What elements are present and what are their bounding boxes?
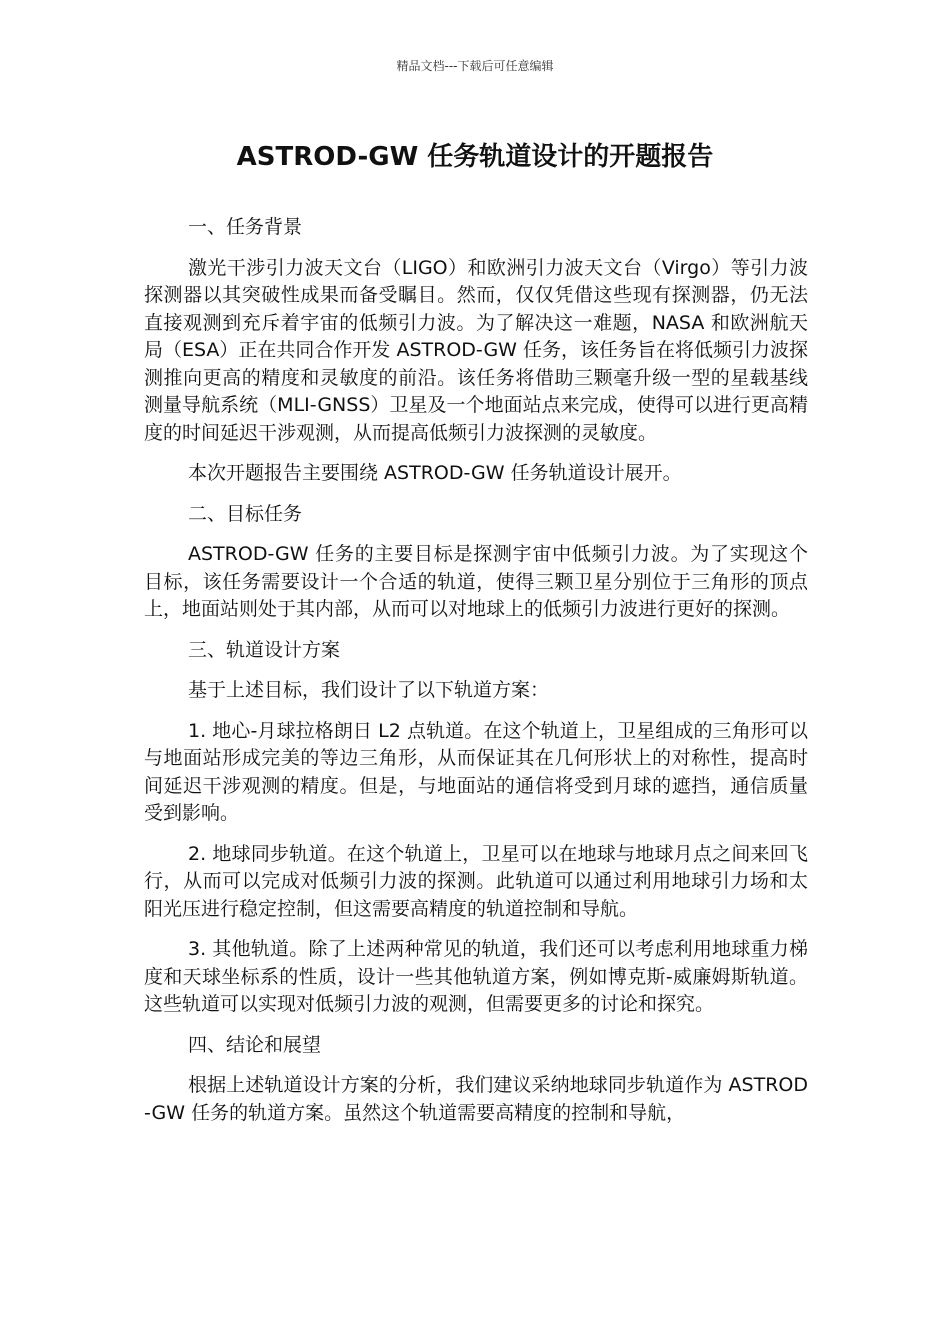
- paragraph-orbit-intro: 基于上述目标，我们设计了以下轨道方案：: [188, 679, 550, 701]
- section-heading-background: 一、任务背景: [188, 216, 303, 238]
- section-heading-conclusion: 四、结论和展望: [188, 1033, 322, 1056]
- paragraph-objectives: ASTROD-GW 任务的主要目标是探测宇宙中低频引力波。为了实现这个目标，该任务需要设计一个合适的轨道，使得三颗卫星分别位于三角形的顶点上，地面站则处于其内部，从而可以对地球上的低频引力波进行更好的探测。: [144, 543, 808, 620]
- paragraph-background: 激光干涉引力波天文台（LIGO）和欧洲引力波天文台（Virgo）等引力波探测器以其突破性成果而备受瞩目。然而，仅仅凭借这些现有探测器，仍无法直接观测到充斥着宇宙的低频引力波。为了解决这一难题，NASA 和欧洲航天局（ESA）正在共同合作开发 ASTROD-GW 任务，该任务旨在将低频引力波探测推向更高的精度和灵敏度的前沿。该任务将借助三颗毫升级一型的星载基线测量导航系统（MLI-GNSS）卫星及一个地面站点来完成，使得可以进行更高精度的时间延迟干涉观测，从而提高低频引力波探测的灵敏度。: [144, 256, 809, 444]
- section-heading-orbit-design: 三、轨道设计方案: [188, 638, 341, 661]
- paragraph-report-scope: 本次开题报告主要围绕 ASTROD-GW 任务轨道设计展开。: [188, 462, 682, 484]
- section-heading-objectives: 二、目标任务: [188, 502, 303, 525]
- header-note: 精品文档---下载后可任意编辑: [396, 59, 554, 73]
- document-body: [144, 214, 808, 1140]
- list-item-orbit-2: 2. 地球同步轨道。在这个轨道上，卫星可以在地球与地球月点之间来回飞行，从而可以完成对低频引力波的探测。此轨道可以通过利用地球引力场和太阳光压进行稳定控制，但这需要高精度的轨道控制和导航。: [144, 842, 808, 920]
- document-title: ASTROD-GW 任务轨道设计的开题报告: [236, 142, 714, 172]
- list-item-orbit-1: 1. 地心-月球拉格朗日 L2 点轨道。在这个轨道上，卫星组成的三角形可以与地面站形成完美的等边三角形，从而保证其在几何形状上的对称性，提高时间延迟干涉观测的精度。但是，与地面站的通信将受到月球的遮挡，通信质量受到影响。: [144, 719, 808, 824]
- list-item-orbit-3: 3. 其他轨道。除了上述两种常见的轨道，我们还可以考虑利用地球重力梯度和天球坐标系的性质，设计一些其他轨道方案，例如博克斯-威廉姆斯轨道。这些轨道可以实现对低频引力波的观测，但需要更多的讨论和探究。: [144, 938, 808, 1015]
- paragraph-conclusion: 根据上述轨道设计方案的分析，我们建议采纳地球同步轨道作为 ASTROD-GW 任务的轨道方案。虽然这个轨道需要高精度的控制和导航，: [144, 1074, 808, 1124]
